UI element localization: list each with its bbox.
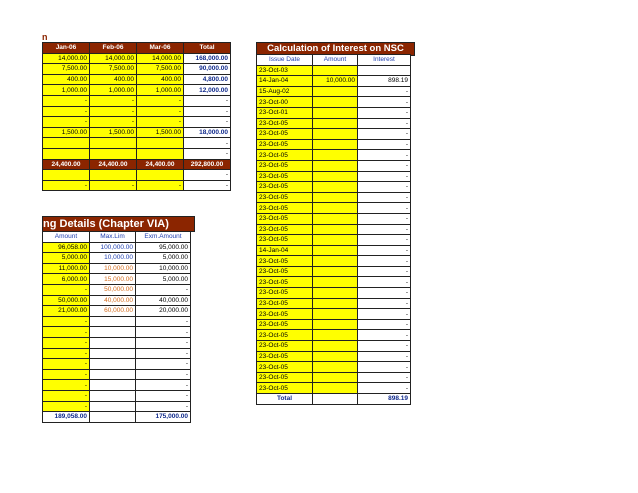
amount-cell[interactable]: 6,000.00 bbox=[43, 274, 90, 285]
amount-cell[interactable] bbox=[313, 224, 358, 235]
interest-cell: - bbox=[358, 330, 411, 341]
monthly-table bbox=[42, 42, 231, 191]
max-limit-cell bbox=[90, 348, 136, 359]
table-cell[interactable]: - bbox=[90, 95, 137, 106]
table-cell[interactable] bbox=[137, 138, 184, 149]
table-row bbox=[43, 170, 231, 181]
table-row bbox=[43, 180, 231, 191]
table-row bbox=[257, 288, 411, 299]
amount-cell[interactable]: - bbox=[43, 284, 90, 295]
table-row bbox=[43, 359, 191, 370]
amount-cell[interactable]: 50,000.00 bbox=[43, 295, 90, 306]
via-total-row bbox=[43, 412, 191, 423]
issue-date-cell[interactable]: 23-Oct-05 bbox=[257, 171, 313, 182]
nsc-title: Calculation of Interest on NSC bbox=[256, 42, 415, 56]
table-cell[interactable]: 14,000.00 bbox=[43, 53, 90, 64]
amount-cell[interactable] bbox=[313, 171, 358, 182]
table-row bbox=[43, 348, 191, 359]
table-cell[interactable]: 12,000.00 bbox=[184, 85, 231, 96]
table-row bbox=[43, 263, 191, 274]
interest-cell: - bbox=[358, 351, 411, 362]
table-row bbox=[257, 309, 411, 320]
table-row bbox=[257, 192, 411, 203]
table-row bbox=[43, 53, 231, 64]
amount-cell[interactable] bbox=[313, 298, 358, 309]
issue-date-cell[interactable]: 23-Oct-05 bbox=[257, 139, 313, 150]
amount-cell[interactable]: 21,000.00 bbox=[43, 306, 90, 317]
table-cell[interactable] bbox=[90, 170, 137, 181]
max-limit-cell bbox=[90, 401, 136, 412]
nsc-header-row bbox=[257, 55, 411, 66]
table-row bbox=[257, 362, 411, 373]
issue-date-cell[interactable]: 23-Oct-05 bbox=[257, 150, 313, 161]
exempt-amount-cell: 40,000.00 bbox=[136, 295, 191, 306]
table-cell[interactable] bbox=[43, 148, 90, 159]
total-exempt: 175,000.00 bbox=[136, 412, 191, 423]
issue-date-cell[interactable]: 23-Oct-00 bbox=[257, 97, 313, 108]
max-limit-cell bbox=[90, 380, 136, 391]
max-limit-cell: 40,000.00 bbox=[90, 295, 136, 306]
exempt-amount-cell: 5,000.00 bbox=[136, 253, 191, 264]
amount-cell[interactable]: - bbox=[43, 390, 90, 401]
amount-cell[interactable] bbox=[313, 362, 358, 373]
amount-cell[interactable]: - bbox=[43, 348, 90, 359]
interest-cell: - bbox=[358, 383, 411, 394]
amount-cell[interactable] bbox=[313, 330, 358, 341]
table-cell[interactable]: 1,000.00 bbox=[43, 85, 90, 96]
issue-date-cell[interactable]: 23-Oct-05 bbox=[257, 160, 313, 171]
table-row bbox=[43, 64, 231, 75]
table-row bbox=[43, 159, 231, 170]
issue-date-cell[interactable]: 23-Oct-05 bbox=[257, 182, 313, 193]
interest-cell: - bbox=[358, 150, 411, 161]
amount-cell[interactable] bbox=[313, 351, 358, 362]
table-row bbox=[43, 306, 191, 317]
interest-cell: - bbox=[358, 129, 411, 140]
amount-cell[interactable]: - bbox=[43, 401, 90, 412]
max-limit-cell: 15,000.00 bbox=[90, 274, 136, 285]
table-cell[interactable]: - bbox=[43, 117, 90, 128]
table-cell[interactable]: - bbox=[43, 95, 90, 106]
exempt-amount-cell: - bbox=[136, 369, 191, 380]
table-row bbox=[43, 127, 231, 138]
exempt-amount-cell: 20,000.00 bbox=[136, 306, 191, 317]
amount-cell[interactable] bbox=[313, 319, 358, 330]
interest-cell: - bbox=[358, 182, 411, 193]
table-row bbox=[257, 107, 411, 118]
table-row bbox=[257, 129, 411, 140]
issue-date-cell[interactable]: 23-Oct-05 bbox=[257, 203, 313, 214]
table-cell[interactable]: - bbox=[184, 180, 231, 191]
interest-cell: - bbox=[358, 319, 411, 330]
amount-cell[interactable] bbox=[313, 256, 358, 267]
table-row bbox=[257, 235, 411, 246]
amount-cell[interactable] bbox=[313, 192, 358, 203]
amount-cell[interactable] bbox=[313, 86, 358, 97]
interest-cell: - bbox=[358, 213, 411, 224]
amount-cell[interactable]: - bbox=[43, 380, 90, 391]
amount-cell[interactable] bbox=[313, 97, 358, 108]
table-row bbox=[43, 148, 231, 159]
exempt-amount-cell: - bbox=[136, 316, 191, 327]
interest-cell: - bbox=[358, 118, 411, 129]
table-row bbox=[257, 330, 411, 341]
interest-cell: - bbox=[358, 362, 411, 373]
exempt-amount-cell: 95,000.00 bbox=[136, 242, 191, 253]
table-row bbox=[257, 118, 411, 129]
max-limit-cell bbox=[90, 316, 136, 327]
table-row bbox=[257, 150, 411, 161]
table-row bbox=[257, 139, 411, 150]
column-header: Issue Date bbox=[257, 55, 313, 66]
amount-cell[interactable] bbox=[313, 203, 358, 214]
table-row bbox=[257, 298, 411, 309]
table-cell[interactable] bbox=[137, 148, 184, 159]
interest-cell: - bbox=[358, 86, 411, 97]
table-cell[interactable]: - bbox=[137, 180, 184, 191]
exempt-amount-cell: - bbox=[136, 380, 191, 391]
amount-cell[interactable]: - bbox=[43, 327, 90, 338]
exempt-amount-cell: - bbox=[136, 359, 191, 370]
table-cell[interactable]: - bbox=[184, 148, 231, 159]
amount-cell[interactable] bbox=[313, 129, 358, 140]
max-limit-cell bbox=[90, 390, 136, 401]
exempt-amount-cell: - bbox=[136, 348, 191, 359]
interest-cell: - bbox=[358, 160, 411, 171]
table-row bbox=[257, 76, 411, 87]
monthly-header-row bbox=[43, 43, 231, 54]
total-label: Total bbox=[257, 394, 313, 405]
empty-cell bbox=[90, 412, 136, 423]
column-header: Feb-06 bbox=[90, 43, 137, 54]
table-row bbox=[43, 337, 191, 348]
amount-cell[interactable] bbox=[313, 118, 358, 129]
nsc-table bbox=[256, 54, 411, 405]
table-cell[interactable]: 292,800.00 bbox=[184, 159, 231, 170]
issue-date-cell[interactable]: 14-Jan-04 bbox=[257, 245, 313, 256]
interest-cell: - bbox=[358, 256, 411, 267]
column-header: Total bbox=[184, 43, 231, 54]
table-cell[interactable]: 1,500.00 bbox=[90, 127, 137, 138]
table-row bbox=[43, 284, 191, 295]
table-cell[interactable]: 400.00 bbox=[43, 74, 90, 85]
table-row bbox=[257, 97, 411, 108]
table-row bbox=[257, 351, 411, 362]
interest-cell: - bbox=[358, 224, 411, 235]
table-row bbox=[257, 160, 411, 171]
interest-cell: - bbox=[358, 341, 411, 352]
issue-date-cell[interactable]: 23-Oct-05 bbox=[257, 277, 313, 288]
exempt-amount-cell: - bbox=[136, 284, 191, 295]
table-cell[interactable]: 24,400.00 bbox=[90, 159, 137, 170]
empty-cell bbox=[313, 394, 358, 405]
column-header: Exm.Amount bbox=[136, 232, 191, 243]
interest-cell: - bbox=[358, 277, 411, 288]
interest-cell: - bbox=[358, 288, 411, 299]
table-cell[interactable]: 4,800.00 bbox=[184, 74, 231, 85]
table-row bbox=[43, 106, 231, 117]
max-limit-cell bbox=[90, 369, 136, 380]
amount-cell[interactable] bbox=[313, 182, 358, 193]
table-cell[interactable]: - bbox=[43, 106, 90, 117]
amount-cell[interactable] bbox=[313, 245, 358, 256]
table-row bbox=[257, 372, 411, 383]
issue-date-cell[interactable]: 23-Oct-05 bbox=[257, 362, 313, 373]
table-row bbox=[43, 295, 191, 306]
table-cell[interactable]: - bbox=[90, 180, 137, 191]
table-cell[interactable]: 168,000.00 bbox=[184, 53, 231, 64]
interest-cell: - bbox=[358, 372, 411, 383]
amount-cell[interactable] bbox=[313, 160, 358, 171]
issue-date-cell[interactable]: 23-Oct-05 bbox=[257, 288, 313, 299]
issue-date-cell[interactable]: 23-Oct-05 bbox=[257, 330, 313, 341]
table-row bbox=[257, 203, 411, 214]
interest-cell: - bbox=[358, 107, 411, 118]
table-row bbox=[257, 277, 411, 288]
table-cell[interactable] bbox=[43, 170, 90, 181]
amount-cell[interactable]: - bbox=[43, 359, 90, 370]
issue-date-cell[interactable]: 15-Aug-02 bbox=[257, 86, 313, 97]
issue-date-cell[interactable]: 23-Oct-05 bbox=[257, 224, 313, 235]
table-cell[interactable]: - bbox=[90, 117, 137, 128]
interest-cell: 898.19 bbox=[358, 76, 411, 87]
table-cell[interactable]: 90,000.00 bbox=[184, 64, 231, 75]
table-cell[interactable]: 400.00 bbox=[137, 74, 184, 85]
amount-cell[interactable] bbox=[313, 288, 358, 299]
table-cell[interactable]: 7,500.00 bbox=[43, 64, 90, 75]
issue-date-cell[interactable]: 23-Oct-05 bbox=[257, 319, 313, 330]
amount-cell[interactable] bbox=[313, 65, 358, 76]
amount-cell[interactable] bbox=[313, 150, 358, 161]
table-row bbox=[257, 256, 411, 267]
interest-cell: - bbox=[358, 203, 411, 214]
table-row bbox=[43, 242, 191, 253]
table-row bbox=[257, 224, 411, 235]
column-header: Amount bbox=[313, 55, 358, 66]
amount-cell[interactable] bbox=[313, 235, 358, 246]
amount-cell[interactable] bbox=[313, 277, 358, 288]
table-row bbox=[43, 117, 231, 128]
table-cell[interactable]: 400.00 bbox=[90, 74, 137, 85]
nsc-total-row bbox=[257, 394, 411, 405]
table-row bbox=[257, 266, 411, 277]
table-cell[interactable]: 24,400.00 bbox=[43, 159, 90, 170]
table-cell[interactable]: - bbox=[184, 138, 231, 149]
table-row bbox=[257, 171, 411, 182]
amount-cell[interactable]: 96,058.00 bbox=[43, 242, 90, 253]
amount-cell[interactable] bbox=[313, 309, 358, 320]
table-cell[interactable]: 7,500.00 bbox=[137, 64, 184, 75]
interest-cell: - bbox=[358, 298, 411, 309]
max-limit-cell bbox=[90, 337, 136, 348]
table-cell[interactable]: - bbox=[137, 117, 184, 128]
interest-cell: - bbox=[358, 309, 411, 320]
max-limit-cell bbox=[90, 359, 136, 370]
issue-date-cell[interactable]: 23-Oct-05 bbox=[257, 372, 313, 383]
table-row bbox=[43, 327, 191, 338]
table-cell[interactable] bbox=[90, 148, 137, 159]
table-row bbox=[43, 95, 231, 106]
max-limit-cell: 10,000.00 bbox=[90, 253, 136, 264]
interest-cell: - bbox=[358, 139, 411, 150]
max-limit-cell bbox=[90, 327, 136, 338]
table-row bbox=[257, 383, 411, 394]
issue-date-cell[interactable]: 23-Oct-05 bbox=[257, 383, 313, 394]
via-header-row bbox=[43, 232, 191, 243]
table-row bbox=[257, 213, 411, 224]
max-limit-cell: 60,000.00 bbox=[90, 306, 136, 317]
total-interest: 898.19 bbox=[358, 394, 411, 405]
amount-cell[interactable] bbox=[313, 266, 358, 277]
amount-cell[interactable]: - bbox=[43, 337, 90, 348]
table-cell[interactable] bbox=[137, 170, 184, 181]
interest-cell bbox=[358, 65, 411, 76]
amount-cell[interactable] bbox=[313, 383, 358, 394]
table-row bbox=[43, 138, 231, 149]
table-row bbox=[43, 390, 191, 401]
table-cell[interactable]: 18,000.00 bbox=[184, 127, 231, 138]
table-row bbox=[43, 74, 231, 85]
issue-date-cell[interactable]: 23-Oct-05 bbox=[257, 266, 313, 277]
column-header: Mar-06 bbox=[137, 43, 184, 54]
table-row bbox=[257, 341, 411, 352]
interest-cell: - bbox=[358, 171, 411, 182]
interest-cell: - bbox=[358, 235, 411, 246]
interest-cell: - bbox=[358, 192, 411, 203]
amount-cell[interactable] bbox=[313, 341, 358, 352]
exempt-amount-cell: - bbox=[136, 401, 191, 412]
table-row bbox=[43, 380, 191, 391]
table-row bbox=[43, 316, 191, 327]
via-title: ng Details (Chapter VIA) bbox=[42, 216, 195, 232]
table-cell[interactable] bbox=[43, 138, 90, 149]
amount-cell[interactable] bbox=[313, 213, 358, 224]
table-cell[interactable]: 14,000.00 bbox=[90, 53, 137, 64]
amount-cell[interactable]: - bbox=[43, 369, 90, 380]
amount-cell[interactable]: 10,000.00 bbox=[313, 76, 358, 87]
total-amount: 189,058.00 bbox=[43, 412, 90, 423]
exempt-amount-cell: 5,000.00 bbox=[136, 274, 191, 285]
exempt-amount-cell: - bbox=[136, 327, 191, 338]
table-cell[interactable]: - bbox=[184, 117, 231, 128]
interest-cell: - bbox=[358, 245, 411, 256]
table-cell[interactable]: - bbox=[184, 106, 231, 117]
amount-cell[interactable]: 11,000.00 bbox=[43, 263, 90, 274]
issue-date-cell[interactable]: 23-Oct-05 bbox=[257, 213, 313, 224]
issue-date-cell[interactable]: 23-Oct-05 bbox=[257, 298, 313, 309]
max-limit-cell: 100,000.00 bbox=[90, 242, 136, 253]
issue-date-cell[interactable]: 23-Oct-05 bbox=[257, 256, 313, 267]
table-row bbox=[257, 182, 411, 193]
max-limit-cell: 10,000.00 bbox=[90, 263, 136, 274]
table-row bbox=[43, 369, 191, 380]
table-row bbox=[43, 401, 191, 412]
table-cell[interactable]: - bbox=[184, 170, 231, 181]
amount-cell[interactable]: - bbox=[43, 316, 90, 327]
table-cell[interactable]: 1,000.00 bbox=[137, 85, 184, 96]
table-cell[interactable]: - bbox=[184, 95, 231, 106]
table-cell[interactable]: 1,500.00 bbox=[137, 127, 184, 138]
table-cell[interactable]: 14,000.00 bbox=[137, 53, 184, 64]
sheet-corner-text: n bbox=[42, 32, 48, 42]
exempt-amount-cell: - bbox=[136, 390, 191, 401]
amount-cell[interactable] bbox=[313, 107, 358, 118]
via-table bbox=[42, 231, 191, 423]
table-cell[interactable]: - bbox=[43, 180, 90, 191]
amount-cell[interactable] bbox=[313, 372, 358, 383]
issue-date-cell[interactable]: 23-Oct-05 bbox=[257, 341, 313, 352]
table-row bbox=[257, 86, 411, 97]
exempt-amount-cell: 10,000.00 bbox=[136, 263, 191, 274]
table-cell[interactable]: - bbox=[137, 106, 184, 117]
issue-date-cell[interactable]: 23-Oct-03 bbox=[257, 65, 313, 76]
table-row bbox=[257, 65, 411, 76]
table-row bbox=[43, 274, 191, 285]
issue-date-cell[interactable]: 23-Oct-05 bbox=[257, 192, 313, 203]
amount-cell[interactable]: 5,000.00 bbox=[43, 253, 90, 264]
issue-date-cell[interactable]: 23-Oct-05 bbox=[257, 129, 313, 140]
issue-date-cell[interactable]: 23-Oct-05 bbox=[257, 309, 313, 320]
column-header: Interest bbox=[358, 55, 411, 66]
issue-date-cell[interactable]: 23-Oct-05 bbox=[257, 235, 313, 246]
column-header: Max.Lim bbox=[90, 232, 136, 243]
table-row bbox=[257, 319, 411, 330]
table-cell[interactable]: 24,400.00 bbox=[137, 159, 184, 170]
amount-cell[interactable] bbox=[313, 139, 358, 150]
interest-cell: - bbox=[358, 97, 411, 108]
exempt-amount-cell: - bbox=[136, 337, 191, 348]
interest-cell: - bbox=[358, 266, 411, 277]
table-cell[interactable]: - bbox=[137, 95, 184, 106]
column-header: Jan-06 bbox=[43, 43, 90, 54]
table-cell[interactable] bbox=[90, 138, 137, 149]
table-row bbox=[43, 253, 191, 264]
table-row bbox=[43, 85, 231, 96]
max-limit-cell: 50,000.00 bbox=[90, 284, 136, 295]
table-row bbox=[257, 245, 411, 256]
column-header: Amount bbox=[43, 232, 90, 243]
issue-date-cell[interactable]: 23-Oct-05 bbox=[257, 351, 313, 362]
issue-date-cell[interactable]: 23-Oct-01 bbox=[257, 107, 313, 118]
table-cell[interactable]: - bbox=[90, 106, 137, 117]
issue-date-cell[interactable]: 14-Jan-04 bbox=[257, 76, 313, 87]
issue-date-cell[interactable]: 23-Oct-05 bbox=[257, 118, 313, 129]
table-cell[interactable]: 1,000.00 bbox=[90, 85, 137, 96]
table-cell[interactable]: 7,500.00 bbox=[90, 64, 137, 75]
table-cell[interactable]: 1,500.00 bbox=[43, 127, 90, 138]
